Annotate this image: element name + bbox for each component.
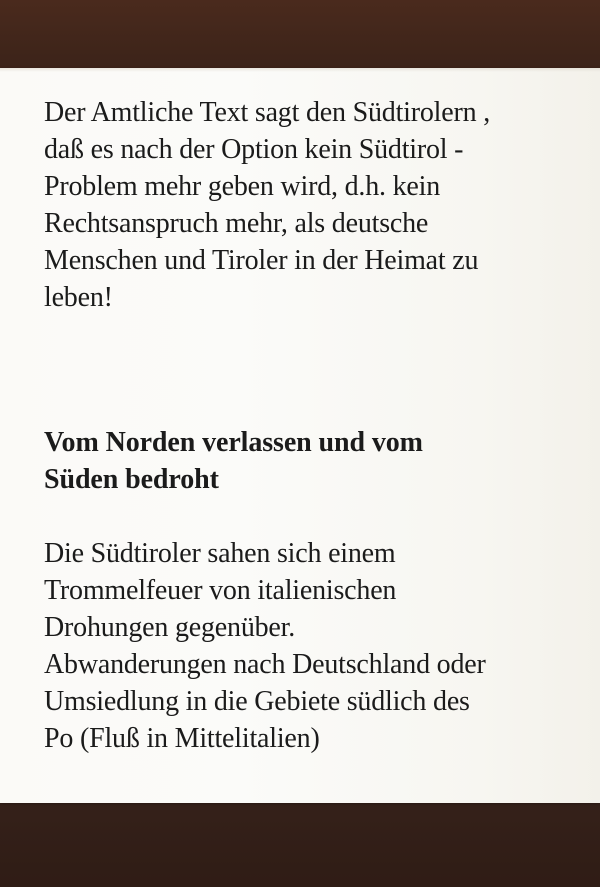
body-line: Drohungen gegenüber. (44, 612, 296, 643)
intro-line: Problem mehr geben wird, d.h. kein (44, 171, 441, 202)
paper-sheet (0, 68, 600, 803)
body-line: Die Südtiroler sahen sich einem (44, 538, 396, 569)
body-paragraph (44, 535, 582, 757)
heading-line: Süden bedroht (44, 464, 219, 495)
intro-line: Menschen und Tiroler in der Heimat zu (44, 245, 479, 276)
body-line: Umsiedlung in die Gebiete südlich des (44, 686, 470, 717)
intro-line: Der Amtliche Text sagt den Südtirolern , (44, 97, 490, 128)
intro-line: leben! (44, 282, 113, 313)
body-line: Abwanderungen nach Deutschland oder (44, 649, 486, 680)
body-line: Trommelfeuer von italienischen (44, 575, 397, 606)
intro-line: daß es nach der Option kein Südtirol - (44, 134, 464, 165)
section-heading (44, 424, 582, 498)
intro-paragraph (44, 94, 582, 316)
body-line: Po (Fluß in Mittelitalien) (44, 723, 320, 754)
intro-line: Rechtsanspruch mehr, als deutsche (44, 208, 429, 239)
heading-line: Vom Norden verlassen und vom (44, 427, 423, 458)
